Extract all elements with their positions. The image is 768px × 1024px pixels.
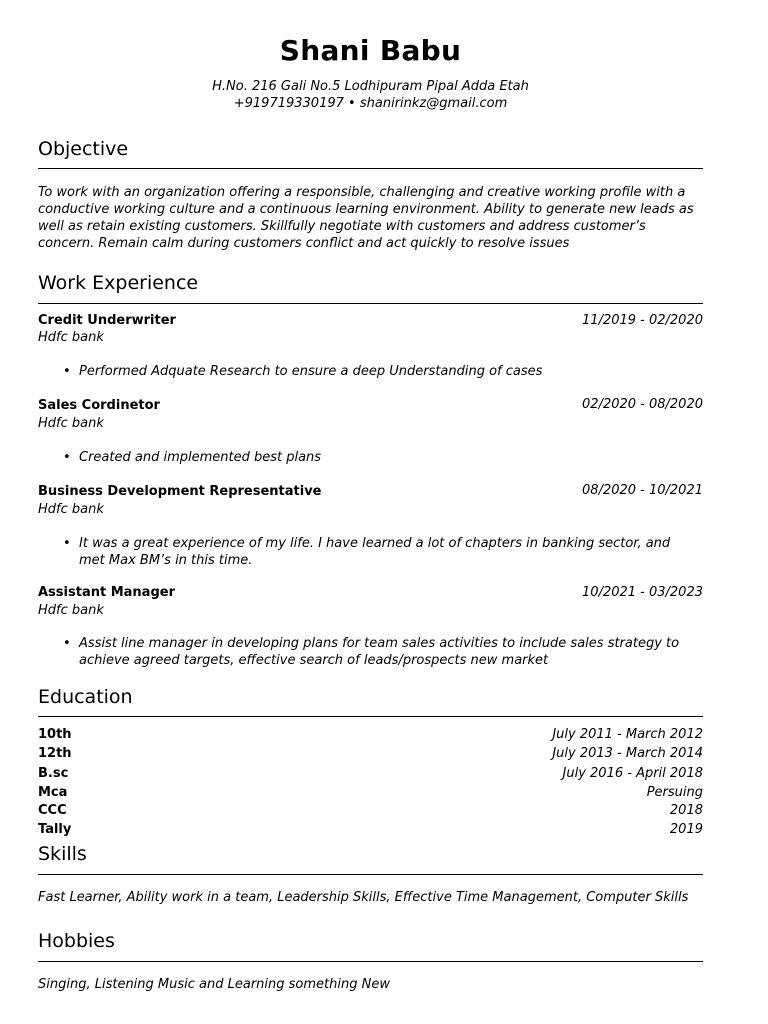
education-degree: CCC [38, 803, 67, 818]
education-dates: 2018 [669, 803, 703, 818]
education-dates: 2019 [669, 822, 703, 837]
address: H.No. 216 Gali No.5 Lodhipuram Pipal Adda Etah [212, 79, 529, 94]
education-row [38, 820, 703, 839]
job-bullet: • Assist line manager in developing plans for team sales activities to include sales strategy to achieve agreed targets, effective search of leads/prospects new market [79, 635, 699, 669]
objective-heading: Objective [38, 138, 129, 160]
job-dates: 10/2021 - 03/2023 [582, 585, 703, 600]
education-row [38, 725, 703, 744]
education-row [38, 744, 703, 763]
education-row [38, 783, 703, 802]
job-dates: 02/2020 - 08/2020 [582, 397, 703, 412]
skills-heading: Skills [38, 843, 87, 865]
education-degree: 12th [38, 746, 72, 761]
job-bullet: • Created and implemented best plans [79, 449, 699, 466]
job-dates: 08/2020 - 10/2021 [582, 483, 703, 498]
job-title: Business Development Representative [38, 484, 322, 499]
phone: +919719330197 [233, 96, 344, 111]
job-title: Assistant Manager [38, 585, 175, 600]
education-degree: B.sc [38, 766, 69, 781]
education-row [38, 801, 703, 820]
contact-line [38, 96, 703, 111]
job-title: Credit Underwriter [38, 313, 176, 328]
job-company: Hdfc bank [38, 330, 104, 345]
education-dates: July 2016 - April 2018 [562, 766, 703, 781]
job-company: Hdfc bank [38, 502, 104, 517]
experience-divider [38, 303, 703, 304]
job-bullet: • Performed Adquate Research to ensure a deep Understanding of cases [79, 363, 699, 380]
education-degree: Mca [38, 785, 68, 800]
education-dates: July 2013 - March 2014 [552, 746, 703, 761]
candidate-name: Shani Babu [279, 34, 462, 67]
objective-text: To work with an organization offering a responsible, challenging and creative working profile with a conductive working culture and a continuous learning environment. Ability to generate new leads as well as retain existing customers. Skillfully negotiate with customers and address customer’s concern. Remain calm during customers conflict and act quickly to resolve issues [38, 185, 694, 251]
separator: • [348, 96, 356, 111]
job-company: Hdfc bank [38, 416, 104, 431]
job-bullet: • It was a great experience of my life. I have learned a lot of chapters in banking sector, and met Max BM’s in this time. [79, 535, 699, 569]
job-company: Hdfc bank [38, 603, 104, 618]
education-row [38, 764, 703, 783]
skills-text: Fast Learner, Ability work in a team, Leadership Skills, Effective Time Management, Computer Skills [38, 890, 689, 905]
hobbies-divider [38, 961, 703, 962]
hobbies-text: Singing, Listening Music and Learning something New [38, 977, 390, 992]
email: shanirinkz@gmail.com [359, 96, 508, 111]
education-dates: Persuing [646, 785, 703, 800]
job-title: Sales Cordinetor [38, 398, 160, 413]
experience-heading: Work Experience [38, 272, 199, 294]
job-dates: 11/2019 - 02/2020 [582, 313, 703, 328]
hobbies-heading: Hobbies [38, 930, 115, 952]
education-dates: July 2011 - March 2012 [552, 727, 703, 742]
education-divider [38, 716, 703, 717]
education-degree: Tally [38, 822, 72, 837]
education-heading: Education [38, 686, 133, 708]
education-degree: 10th [38, 727, 72, 742]
skills-divider [38, 874, 703, 875]
objective-divider [38, 168, 703, 169]
